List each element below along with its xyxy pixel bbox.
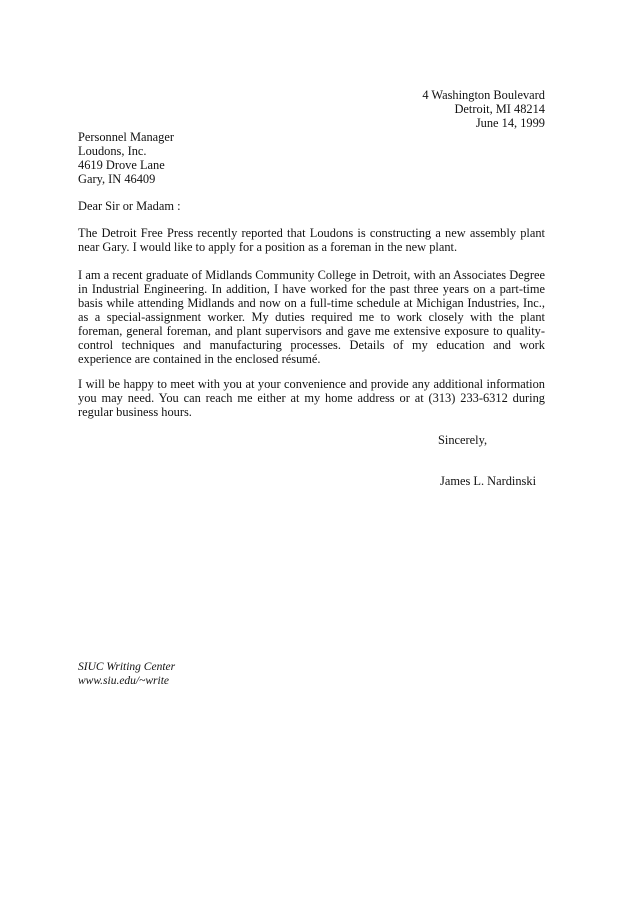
sender-city: Detroit, MI 48214 <box>454 102 545 116</box>
body-paragraph-3: I will be happy to meet with you at your convenience and provide any additional information you may need. You can reach me either at my home address or at (313) 233-6312 during regular business hours. <box>78 377 545 419</box>
signature-name: James L. Nardinski <box>440 474 537 488</box>
salutation: Dear Sir or Madam : <box>78 199 181 213</box>
letter-date: June 14, 1999 <box>475 116 545 130</box>
recipient-title: Personnel Manager <box>78 130 174 144</box>
sender-address <box>422 88 545 130</box>
sender-street: 4 Washington Boulevard <box>422 88 545 102</box>
body-paragraph-2: I am a recent graduate of Midlands Community College in Detroit, with an Associates Degree in Industrial Engineering. In addition, I have worked for the past three years on a part-time basis while attending Midlands and now on a full-time schedule at Michigan Industries, Inc., as a special-assignment worker. My duties required me to work closely with the plant foreman, general foreman, and plant supervisors and gave me extensive exposure to quality-control techniques and manufacturing processes. Details of my education and work experience are contained in the enclosed résumé. <box>78 268 545 366</box>
footer-url[interactable]: www.siu.edu/~write <box>78 675 169 687</box>
footer <box>78 660 175 688</box>
recipient-address <box>78 130 174 186</box>
recipient-street: 4619 Drove Lane <box>78 158 165 172</box>
footer-org: SIUC Writing Center <box>78 661 176 673</box>
closing: Sincerely, <box>438 433 488 447</box>
body-paragraph-1: The Detroit Free Press recently reported that Loudons is constructing a new assembly plant near Gary. I would like to apply for a position as a foreman in the new plant. <box>78 226 545 254</box>
recipient-city: Gary, IN 46409 <box>78 172 156 186</box>
recipient-company: Loudons, Inc. <box>78 144 147 158</box>
